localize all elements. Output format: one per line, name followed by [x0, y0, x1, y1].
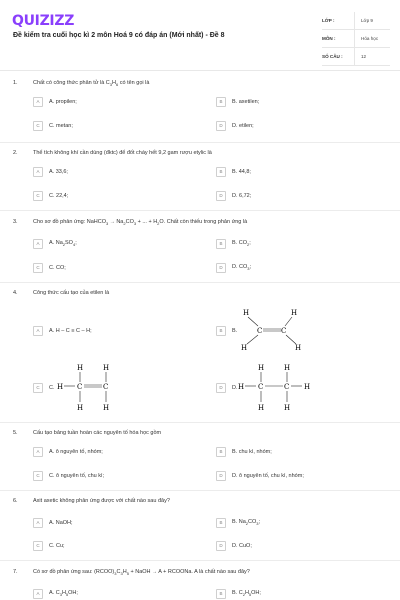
svg-text:H: H — [304, 383, 311, 391]
option-d[interactable]: D D. $CO_3$; — [216, 263, 251, 273]
option-b[interactable]: B B. 44,8; — [216, 167, 251, 177]
question-number: 2. — [13, 150, 18, 156]
meta-row-subject — [322, 30, 390, 48]
svg-text:H: H — [284, 364, 291, 372]
option-b[interactable]: B B. $CO_2$; — [216, 239, 251, 249]
meta-row-count — [322, 48, 390, 66]
divider — [0, 422, 400, 423]
option-d[interactable]: D D. etilen; — [216, 121, 254, 131]
option-c[interactable]: C C. CO; — [33, 263, 66, 273]
meta-row-class — [322, 12, 390, 30]
divider — [0, 210, 400, 211]
option-c[interactable]: C C. — [33, 383, 55, 393]
option-b[interactable]: B B. $Na_2CO_3$; — [216, 518, 260, 528]
meta-value: Hóa học — [354, 30, 378, 47]
ethylene-structure-b — [235, 307, 315, 357]
option-a[interactable]: A A. H – C ≡ C – H; — [33, 326, 92, 336]
option-d[interactable]: D D. ô nguyên tố, chu kì, nhóm; — [216, 471, 304, 481]
svg-text:H: H — [57, 383, 64, 391]
meta-key: LỚP : — [322, 18, 335, 23]
option-b[interactable]: B B. — [216, 326, 237, 336]
svg-text:C: C — [77, 383, 83, 391]
atom-h: H — [243, 309, 250, 317]
divider — [0, 142, 400, 143]
question-text: Thể tích không khí cần dùng (đktc) để đốt cháy hết 9,2 gam rượu etylic là — [33, 150, 212, 156]
question-number: 5. — [13, 430, 18, 436]
svg-text:H: H — [284, 404, 291, 412]
svg-text:H: H — [77, 364, 84, 372]
question-text: Công thức cấu tạo của etilen là — [33, 290, 110, 296]
meta-box — [322, 12, 390, 66]
option-b[interactable]: B B. chu kì, nhóm; — [216, 447, 272, 457]
atom-c: C — [257, 327, 263, 335]
divider — [0, 560, 400, 561]
question-text: Có sơ đồ phản ứng sau: $(RCOO)_3C_3H_5$ + NaOH → A + RCOONa. A là chất nào sau đây? — [33, 569, 250, 577]
option-b[interactable]: B B. axetilen; — [216, 97, 259, 107]
question-number: 6. — [13, 498, 18, 504]
option-a[interactable]: A A. $C_3H_5OH$; — [33, 589, 78, 599]
svg-text:C: C — [103, 383, 109, 391]
atom-c: C — [281, 327, 287, 335]
meta-value: Lớp 9 — [354, 12, 373, 29]
option-a[interactable]: A A. ô nguyên tố, nhóm; — [33, 447, 103, 457]
document-title: Đề kiểm tra cuối học kì 2 môn Hoá 9 có đáp án (Mới nhất) - Đề 8 — [13, 32, 225, 39]
option-c[interactable]: C C. 22,4; — [33, 191, 68, 201]
question-text: Chất có công thức phân tử là $C_3H_6$ có tên gọi là — [33, 80, 150, 88]
quizizz-logo: QUIZIZZ — [12, 13, 75, 29]
question-text: Cho sơ đồ phản ứng: NaHCO$_3$ → $Na_2CO_3$ + ... + $H_2O$. Chất còn thiếu trong phản ứng là — [33, 219, 248, 227]
option-c[interactable]: C C. ô nguyên tố, chu kì; — [33, 471, 104, 481]
header-divider — [0, 70, 400, 71]
meta-key: SỐ CÂU : — [322, 54, 343, 59]
question-text: Axit axetic không phản ứng được với chất nào sau đây? — [33, 498, 170, 504]
meta-key: MÔN : — [322, 36, 336, 41]
question-text: Cấu tạo bảng tuần hoàn các nguyên tố hóa học gồm — [33, 430, 162, 436]
atom-h: H — [241, 344, 248, 352]
option-a[interactable]: A A. propilen; — [33, 97, 77, 107]
option-a[interactable]: A A. NaOH; — [33, 518, 73, 528]
svg-text:H: H — [103, 364, 110, 372]
option-d[interactable]: D D. — [216, 383, 238, 393]
question-number: 4. — [13, 290, 18, 296]
option-b[interactable]: B B. $C_2H_5OH$; — [216, 589, 261, 599]
option-a[interactable]: A A. $Na_2SO_4$; — [33, 239, 77, 249]
svg-text:H: H — [238, 383, 245, 391]
meta-value: 12 — [354, 48, 366, 65]
svg-text:H: H — [258, 364, 265, 372]
option-c[interactable]: C C. Cu; — [33, 541, 65, 551]
svg-text:H: H — [77, 404, 84, 412]
option-d[interactable]: D D. CuO; — [216, 541, 252, 551]
svg-text:H: H — [258, 404, 265, 412]
divider — [0, 490, 400, 491]
option-a[interactable]: A A. 33,6; — [33, 167, 68, 177]
option-c[interactable]: C C. metan; — [33, 121, 73, 131]
page-header — [0, 0, 400, 70]
question-number: 7. — [13, 569, 18, 575]
svg-text:C: C — [284, 383, 290, 391]
question-number: 1. — [13, 80, 18, 86]
atom-h: H — [291, 309, 298, 317]
ethane-like-structure-d — [236, 362, 326, 414]
svg-text:C: C — [258, 383, 264, 391]
atom-h: H — [295, 344, 302, 352]
divider — [0, 282, 400, 283]
ethylene-structure-c — [55, 362, 135, 414]
option-d[interactable]: D D. 6,72; — [216, 191, 251, 201]
question-number: 3. — [13, 219, 18, 225]
svg-text:H: H — [103, 404, 110, 412]
